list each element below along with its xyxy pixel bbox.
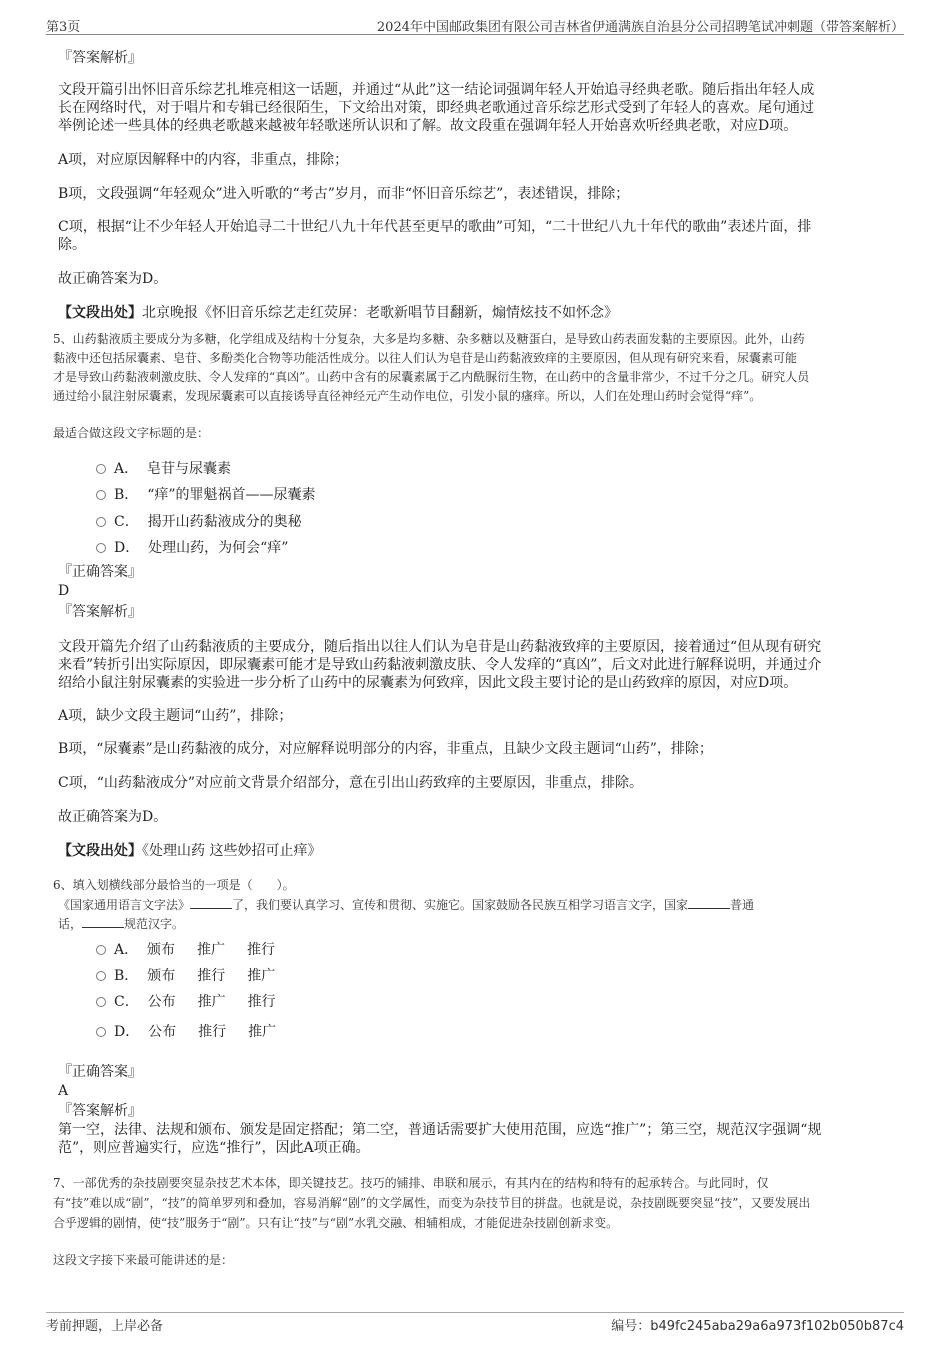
footer-slogan: 考前押题，上岸必备 [46,1319,164,1334]
source-text: 《处理山药 这些妙招可止痒》 [142,843,322,859]
q5-question: 最适合做这段文字标题的是： [53,426,210,440]
q5-conclusion: 故正确答案为D。 [58,809,168,825]
q4-item-a: A项，对应原因解释中的内容，非重点，排除； [58,152,349,168]
q5-analysis-line: 绍给小鼠注射尿囊素的实验进一步分析了山药中的尿囊素为何致痒，因此文段主要讨论的是山药致痒的原因，对应D项。 [58,675,798,691]
radio-icon[interactable] [96,517,106,527]
radio-icon[interactable] [96,997,106,1007]
q6-option-b[interactable] [96,965,275,985]
source-label: 【文段出处】 [58,843,142,859]
q5-analysis-label: 『答案解析』 [58,604,142,620]
fill-blank [190,897,232,909]
q6-analysis-label: 『答案解析』 [58,1103,142,1119]
q7-passage-line: 7、一部优秀的杂技剧要突显杂技艺术本体，即关键技艺。技巧的铺排、串联和展示，有其内在的结构和特有的起承转合。与此同时，仅 [53,1176,769,1190]
q4-item-c-cont: 除。 [58,237,86,253]
q7-question: 这段文字接下来最可能讲述的是： [53,1253,234,1267]
option-word: 推广 [248,1024,277,1040]
q5-answer: D [58,583,70,599]
radio-icon[interactable] [96,464,106,474]
option-key: A． [114,942,139,958]
option-word: 推广 [197,942,226,958]
option-word: 公布 [147,994,176,1010]
option-key: C． [114,514,139,530]
q5-passage-line: 才是导致山药黏液刺激皮肤、令人发痒的“真凶”。山药中含有的尿囊素属于乙内酰脲衍生物，在山药中的含量非常少，不过千分之几。研究人员 [53,370,810,384]
option-word: 颁布 [147,968,176,984]
fill-blank [688,897,730,909]
option-key: C． [114,994,139,1010]
option-word: 推行 [198,1024,227,1040]
q6-answer: A [58,1083,69,1099]
q5-option-d[interactable] [96,537,288,557]
radio-icon[interactable] [96,945,106,955]
q5-passage-line: 黏液中还包括尿囊素、皂苷、多酚类化合物等功能活性成分。以往人们认为皂苷是山药黏液致痒的主要原因，但从现有研究来看，尿囊素可能 [53,351,798,365]
option-word: 公布 [148,1024,177,1040]
q5-option-b[interactable] [96,484,316,504]
q6-stem: 6、填入划横线部分最恰当的一项是（ ）。 [53,878,295,892]
option-word: 推行 [197,968,226,984]
q5-source [58,843,321,860]
sentence-part: 普通 [730,898,755,912]
source-text: 北京晚报《怀旧音乐综艺走红荧屏：老歌新唱节目翻新，煽情炫技不如怀念》 [142,305,618,321]
option-key: D． [114,1024,140,1040]
footer-divider [46,1312,904,1313]
q5-option-a[interactable] [96,458,231,478]
q7-passage-line: 合乎逻辑的剧情，使“技”服务于“剧”。只有让“技”与“剧”水乳交融、相辅相成，才能促进杂技剧创新求变。 [53,1216,619,1230]
header-divider [46,34,904,35]
radio-icon[interactable] [96,1027,106,1037]
q5-item-c: C项，“山药黏液成分”对应前文背景介绍部分，意在引出山药致痒的主要原因，非重点，排除。 [58,775,644,791]
q5-option-c[interactable] [96,511,302,531]
q7-passage-line: 有“技”难以成“剧”，“技”的简单罗列和叠加，容易消解“剧”的文学属性，而变为杂技节目的拼盘。也就是说，杂技剧既要突显“技”，又要发展出 [53,1196,811,1210]
q6-option-c[interactable] [96,991,276,1011]
radio-icon[interactable] [96,490,106,500]
source-label: 【文段出处】 [58,305,142,321]
option-key: A． [114,461,139,477]
sentence-part: 《国家通用语言文字法》 [58,898,191,912]
option-text: 揭开山药黏液成分的奥秘 [147,514,302,530]
sentence-part: 话， [58,917,83,931]
option-text: 皂苷与尿囊素 [147,461,232,477]
q6-option-a[interactable] [96,939,275,959]
q6-analysis-line: 第一空，法律、法规和颁布、颁发是固定搭配；第二空，普通话需要扩大使用范围，应选“推广”；第三空，规范汉字强调“规 [58,1122,822,1138]
q4-analysis-line: 文段开篇引出怀旧音乐综艺扎堆亮相这一话题，并通过“从此”这一结论词强调年轻人开始追寻经典老歌。随后指出年轻人成 [58,82,815,98]
option-key: D． [114,540,140,556]
option-key: B． [114,487,139,503]
q4-analysis-line: 举例论述一些具体的经典老歌越来越被年轻歌迷所认识和了解。故文段重在强调年轻人开始喜欢听经典老歌，对应D项。 [58,118,798,134]
q5-item-a: A项，缺少文段主题词“山药”，排除； [58,708,293,724]
code-label: 编号： [611,1319,651,1334]
q4-analysis-label: 『答案解析』 [58,50,142,66]
q5-answer-label: 『正确答案』 [58,564,142,580]
sentence-part: 了，我们要认真学习、宣传和贯彻、实施它。国家鼓励各民族互相学习语言文字，国家 [232,898,689,912]
fill-blank [82,916,124,928]
option-word: 推广 [197,994,226,1010]
document-code [611,1315,904,1334]
option-word: 推行 [247,994,276,1010]
option-word: 推广 [247,968,276,984]
sentence-part: 规范汉字。 [124,917,185,931]
document-title: 2024年中国邮政集团有限公司吉林省伊通满族自治县分公司招聘笔试冲刺题（带答案解析） [376,20,904,35]
q6-sentence-line1 [58,896,754,914]
q6-option-d[interactable] [96,1021,276,1041]
q4-item-c: C项，根据“让不少年轻人开始追寻二十世纪八九十年代甚至更早的歌曲”可知，“二十世纪八九十年代的歌曲”表述片面，排 [58,219,812,235]
option-text: 处理山药，为何会“痒” [148,540,289,556]
q6-answer-label: 『正确答案』 [58,1064,142,1080]
code-value: b49fc245aba29a6a973f102b050b87c4 [650,1319,904,1334]
q5-analysis-line: 来看”转折引出实际原因，即尿囊素可能才是导致山药黏液刺激皮肤、令人发痒的“真凶”，后文对此进行解释说明，并通过介 [58,657,822,673]
q4-item-b: B项，文段强调“年轻观众”进入听歌的“考古”岁月，而非“怀旧音乐综艺”，表述错误，排除； [58,186,630,202]
q4-analysis-line: 长在网络时代，对于唱片和专辑已经很陌生，下文给出对策，即经典老歌通过音乐综艺形式受到了年轻人的喜欢。尾句通过 [58,100,814,116]
q6-sentence-line2 [58,915,184,933]
q5-passage-line: 5、山药黏液质主要成分为多糖，化学组成及结构十分复杂，大多是均多糖、杂多糖以及糖蛋白，是导致山药表面发黏的主要原因。此外，山药 [53,332,805,346]
option-word: 颁布 [147,942,176,958]
option-word: 推行 [247,942,276,958]
radio-icon[interactable] [96,971,106,981]
q5-passage-line: 通过给小鼠注射尿囊素，发现尿囊素可以直接诱导直径神经元产生动作电位，引发小鼠的瘙痒。所以，人们在处理山药时会觉得“痒”。 [53,389,762,403]
q6-analysis-line: 范”，则应普遍实行，应选“推行”，因此A项正确。 [58,1140,370,1156]
page-number: 第3页 [46,20,81,35]
q4-source [58,305,618,322]
radio-icon[interactable] [96,543,106,553]
q4-conclusion: 故正确答案为D。 [58,271,168,287]
option-text: “痒”的罪魁祸首——尿囊素 [147,487,316,503]
q5-item-b: B项，“尿囊素”是山药黏液的成分，对应解释说明部分的内容，非重点，且缺少文段主题词“山药”，排除； [58,741,713,757]
option-key: B． [114,968,139,984]
q5-analysis-line: 文段开篇先介绍了山药黏液质的主要成分，随后指出以往人们认为皂苷是山药黏液致痒的主要原因，接着通过“但从现有研究 [58,639,822,655]
